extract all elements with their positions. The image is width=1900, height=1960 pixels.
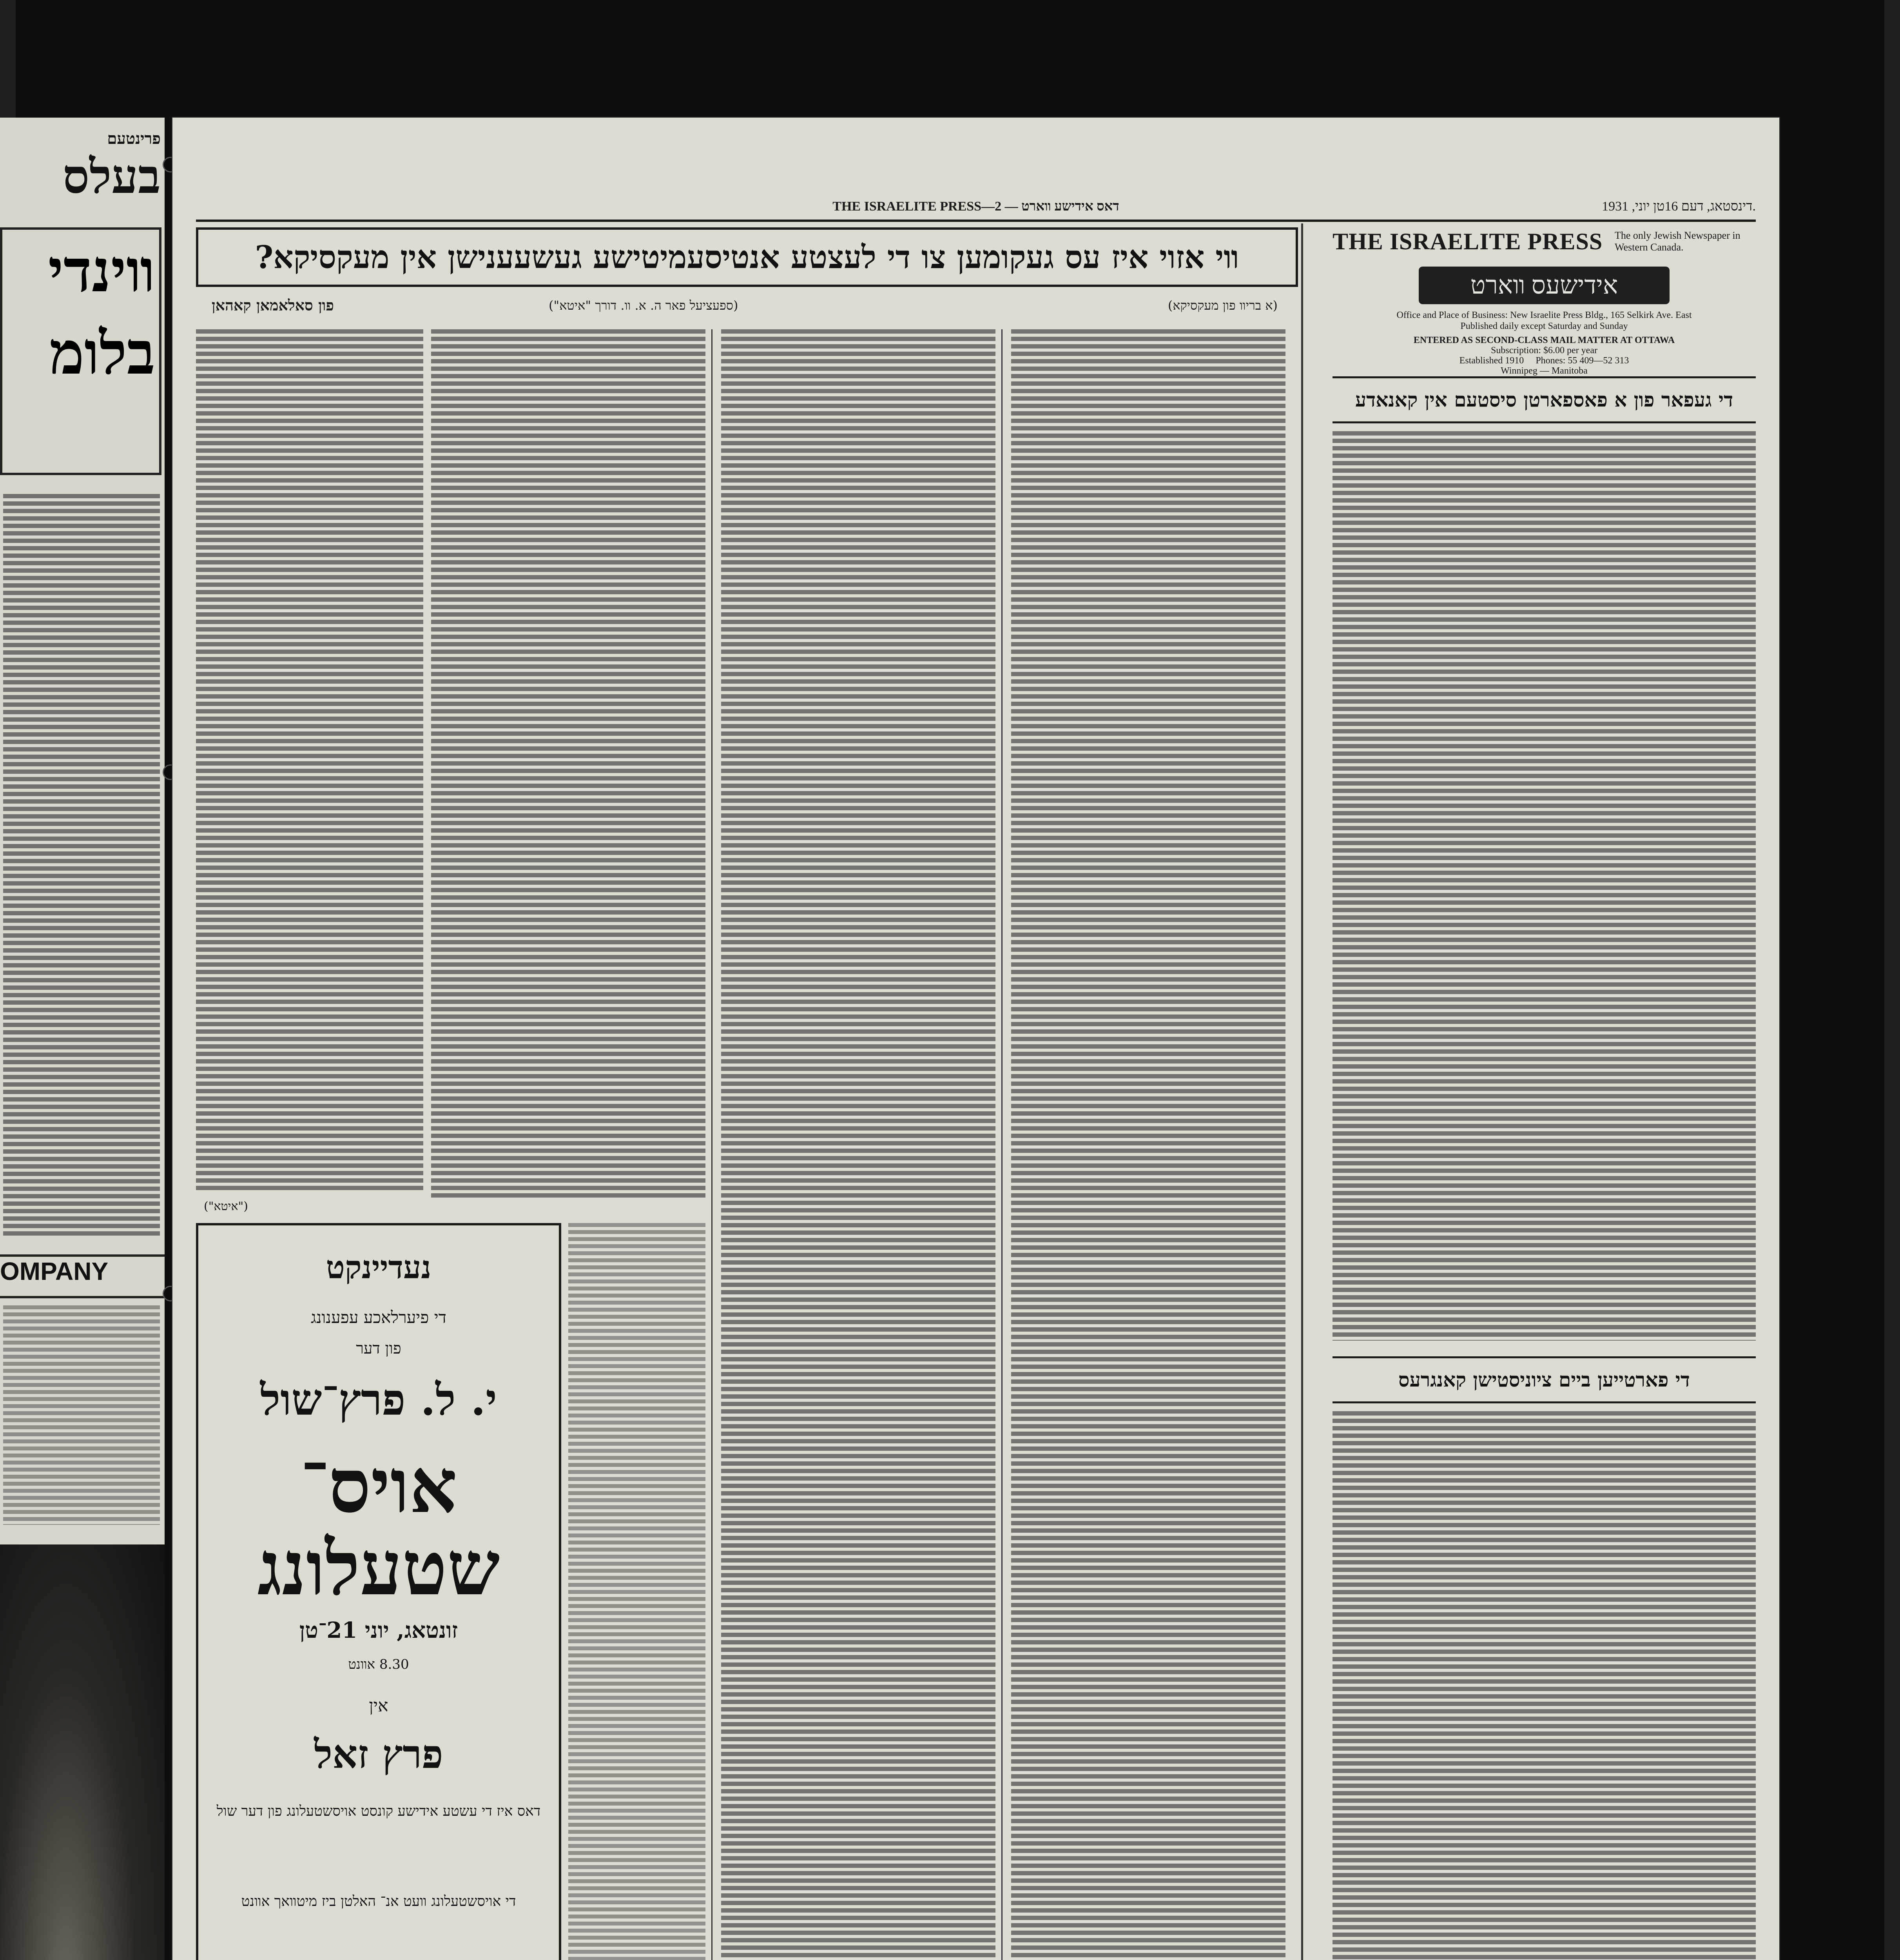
- editorial-body: [1333, 431, 1756, 1341]
- main-article-author: פון סאלאמאן קאהאן: [212, 296, 334, 314]
- ad-hall: פרץ זאל: [314, 1731, 443, 1777]
- ad-description: דאס איז די עשטע אידישע קונסט אויסשטעלונג פון דער שול: [216, 1803, 541, 1819]
- masthead-tagline: The only Jewish Newspaper in Western Canada.: [1615, 230, 1740, 253]
- main-article-headline: װי אזוי איז עס געקומען צו די לעצטע אנטיסעמיטישע געשעענישן אין מעקסיקא?: [196, 227, 1298, 287]
- ad-duration: די אויסשטעלונג װעט אנ־ האלטן ביז מיטװאך אװנט: [241, 1893, 516, 1909]
- prev-page-text-column: [3, 494, 160, 1239]
- prev-page-small-text: [3, 1305, 160, 1525]
- running-head: [196, 196, 1756, 222]
- masthead-established-phones: [1333, 356, 1756, 366]
- main-article-column-1: [1011, 329, 1285, 1960]
- prev-page-title: בעלס: [62, 149, 161, 204]
- prev-page-running-head: פרינטעם: [107, 129, 161, 148]
- newspaper-page: [172, 118, 1779, 1960]
- prev-page-photo: [0, 1544, 165, 1960]
- masthead-title: THE ISRAELITE PRESS: [1333, 229, 1603, 254]
- ad-time: 8.30 אװנט: [348, 1657, 409, 1672]
- masthead-info: [1333, 335, 1756, 376]
- peretz-school-exhibition-ad: [196, 1223, 561, 1960]
- ad-remember: נעדיינקט: [326, 1249, 431, 1286]
- masthead-phones: Phones: 55 409—52 313: [1536, 356, 1629, 366]
- ad-date: זונטאג, יוני 21־טן: [299, 1617, 458, 1643]
- page-divider: [1301, 223, 1303, 1960]
- masthead: [1333, 223, 1756, 376]
- editorial-headline: די געפאר פון א פאספארטן סיסטעם אין קאנאדע: [1333, 376, 1756, 423]
- masthead-entered: ENTERED AS SECOND-CLASS MAIL MATTER AT OTTAWA: [1413, 335, 1675, 345]
- main-article-column-3: [431, 329, 705, 1200]
- prev-page-ad-box: [0, 227, 161, 475]
- film-edge-right: [1884, 0, 1900, 1960]
- masthead-city: Winnipeg — Manitoba: [1501, 366, 1588, 376]
- previous-page-fragment: [0, 118, 165, 1960]
- ad-school-name: י. ל. פרץ־שול: [260, 1374, 497, 1425]
- masthead-office-address: Office and Place of Business: New Israelite Press Bldg., 165 Selkirk Ave. East: [1396, 310, 1692, 320]
- prev-page-company-banner: OMPANY: [0, 1254, 165, 1298]
- zionist-article-headline: די פארטייען ביים ציוניסטישן קאנגרעס: [1333, 1356, 1756, 1403]
- prev-page-ad-text: װינדי בלומ: [48, 236, 155, 388]
- masthead-published: Published daily except Saturday and Sunday: [1460, 321, 1628, 331]
- main-article-byline: [196, 286, 1293, 321]
- main-article-source: (א בריװ פון מעקסיקא): [1168, 298, 1278, 313]
- main-article-column-2: [721, 329, 995, 1960]
- running-head-date: דינסטאג, דעם 16טן יוני, 1931.: [1602, 199, 1756, 214]
- masthead-established: Established 1910: [1459, 356, 1524, 366]
- ad-in: אין: [369, 1696, 388, 1716]
- main-article-column-4: [196, 329, 423, 1192]
- ad-exhibition: אויס־ שטעלונג: [257, 1442, 500, 1612]
- main-article-credit: ("איטא"): [204, 1200, 248, 1213]
- ad-of-the: פון דער: [356, 1339, 401, 1357]
- zionist-article-body: [1333, 1411, 1756, 1960]
- column-rule: [711, 329, 712, 1960]
- masthead-yiddish-logo: אידישעס װארט: [1419, 267, 1670, 304]
- main-article-special: (ספעציעל פאר ה. א. װ. דורך "איטא"): [549, 298, 738, 313]
- main-article-column-3-continued: [568, 1223, 705, 1960]
- column-rule: [1001, 329, 1003, 1960]
- ad-opening: די פיערלאכע עפענונג: [311, 1308, 446, 1327]
- running-head-title: THE ISRAELITE PRESS—2 — דאס אידישע װארט: [832, 199, 1119, 214]
- masthead-office: [1333, 310, 1756, 332]
- masthead-subscription: Subscription: $6.00 per year: [1491, 345, 1597, 356]
